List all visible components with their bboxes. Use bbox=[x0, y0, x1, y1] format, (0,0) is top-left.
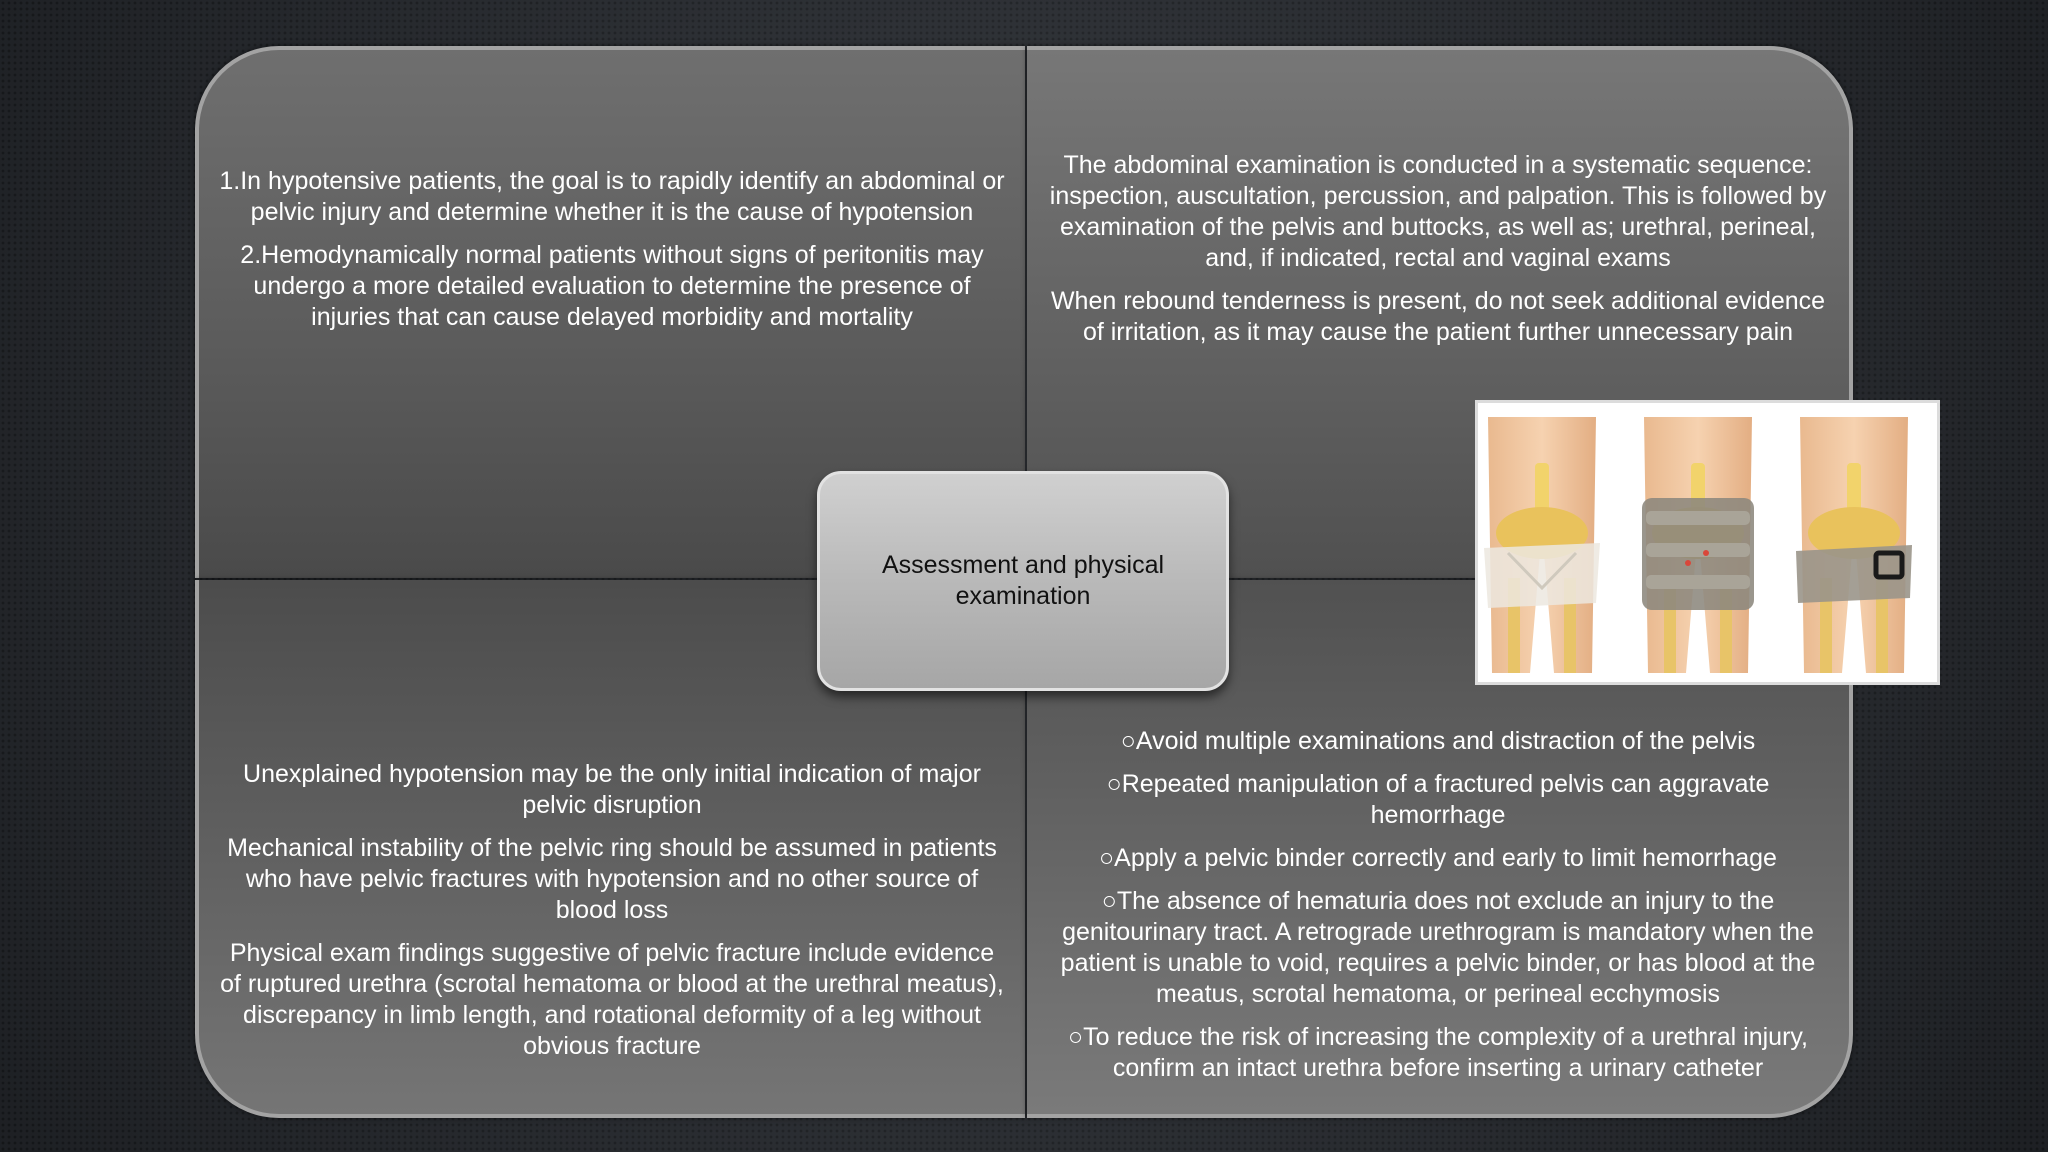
bottom-right-bullet-2: ○Repeated manipulation of a fractured pelvis can aggravate hemorrhage bbox=[1106, 770, 1770, 829]
pelvic-binder-figure bbox=[1475, 400, 1940, 685]
top-left-paragraph-1: 1.In hypotensive patients, the goal is to rapidly identify an abdominal or pelvic injury and determine whether it is the cause of hypotension bbox=[219, 167, 1005, 226]
panel-sheet-wrap bbox=[1484, 417, 1600, 673]
top-left-paragraph-2: 2.Hemodynamically normal patients without signs of peritonitis may undergo a more detailed evaluation to determine the presence of injuries that can cause delayed morbidity and mortality bbox=[240, 241, 984, 331]
bottom-left-paragraph-2: Mechanical instability of the pelvic ring should be assumed in patients who have pelvic fractures with hypotension and no other source of blood loss bbox=[227, 834, 997, 924]
top-right-paragraph-2: When rebound tenderness is present, do not seek additional evidence of irritation, as it may cause the patient further unnecessary pain bbox=[1050, 287, 1826, 346]
bottom-left-paragraph-3: Physical exam findings suggestive of pelvic fracture include evidence of ruptured urethra (scrotal hematoma or blood at the urethral meatus), discrepancy in limb length, and rotational deformity of a leg without obvious fracture bbox=[220, 939, 1004, 1060]
top-right-paragraph-1: The abdominal examination is conducted in a systematic sequence: inspection, auscultation, percussion, and palpation. This is followed by examination of the pelvis and buttocks, as well as; urethral, perineal, and, if indicated, rectal and vaginal exams bbox=[1049, 151, 1827, 272]
bottom-right-bullet-5: ○To reduce the risk of increasing the complexity of a urethral injury, confirm an intact urethra before inserting a urinary catheter bbox=[1068, 1023, 1808, 1082]
pelvic-binder-illustration bbox=[1478, 403, 1937, 682]
bottom-right-bullet-3: ○Apply a pelvic binder correctly and early to limit hemorrhage bbox=[1099, 844, 1777, 872]
center-title: Assessment and physical examination bbox=[881, 551, 1165, 610]
bottom-right-bullet-1: ○Avoid multiple examinations and distraction of the pelvis bbox=[1120, 727, 1756, 755]
center-title-box bbox=[817, 471, 1229, 691]
bottom-right-bullet-4: ○The absence of hematuria does not exclude an injury to the genitourinary tract. A retrograde urethrogram is mandatory when the patient is unable to void, requires a pelvic binder, or has blood at the meatus, scrotal hematoma, or perineal ecchymosis bbox=[1060, 887, 1816, 1008]
panel-multi-strap-binder bbox=[1642, 417, 1754, 673]
bottom-left-paragraph-1: Unexplained hypotension may be the only initial indication of major pelvic disruption bbox=[243, 760, 981, 819]
panel-buckle-binder bbox=[1796, 417, 1912, 673]
